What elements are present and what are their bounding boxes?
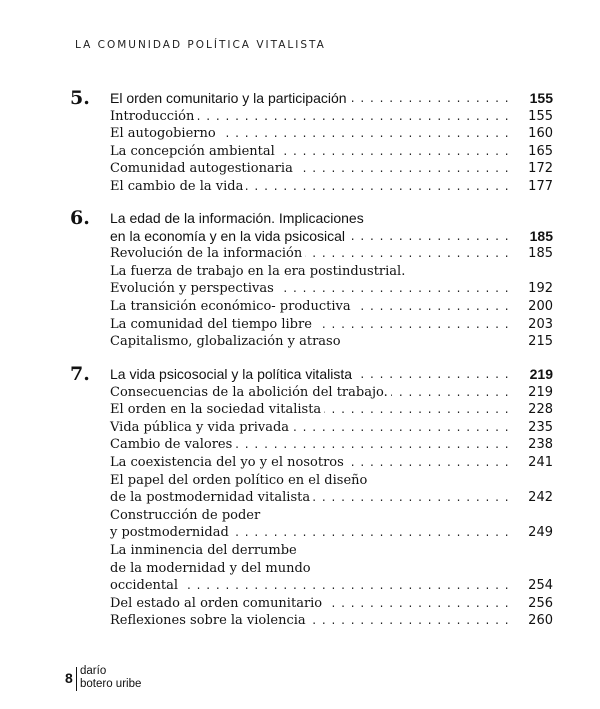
entry-title: Vida pública y vida privada [110, 420, 292, 435]
entry-title: occidental [110, 578, 181, 593]
entry-title: Evolución y perspectivas [110, 281, 277, 296]
running-head: LA COMUNIDAD POLÍTICA VITALISTA [75, 39, 326, 51]
toc-entry [110, 245, 555, 263]
chapter-title-line [110, 366, 555, 384]
toc-entry [110, 143, 555, 161]
toc-entry [110, 401, 555, 419]
toc-entry [110, 333, 555, 351]
toc-entry [110, 542, 555, 560]
entry-page-number: 155 [526, 90, 553, 108]
toc-entry [110, 108, 555, 126]
chapter-title-line [110, 210, 555, 228]
entry-title: La edad de la información. Implicaciones [110, 210, 367, 226]
entry-page-number: 200 [524, 298, 553, 316]
entry-title: de la postmodernidad vitalista [110, 490, 313, 505]
toc-entry [110, 160, 555, 178]
toc-entry [110, 454, 555, 472]
entry-title: La comunidad del tiempo libre [110, 317, 315, 332]
toc-entry [110, 524, 555, 542]
entry-title: Consecuencias de la abolición del trabajo. [110, 385, 391, 400]
toc-entry [110, 577, 555, 595]
entry-page-number: 228 [524, 401, 553, 419]
entry-page-number: 235 [524, 419, 553, 437]
entry-page-number: 185 [526, 228, 553, 246]
entry-page-number: 242 [524, 489, 553, 507]
entry-page-number: 256 [524, 595, 553, 613]
entry-title: de la modernidad y del mundo [110, 561, 314, 576]
entry-page-number: 192 [524, 280, 553, 298]
entry-page-number: 219 [524, 384, 553, 402]
entry-title: El cambio de la vida [110, 179, 246, 194]
entry-page-number: 249 [524, 524, 553, 542]
entry-title: La fuerza de trabajo en la era postindustrial. [110, 264, 408, 279]
toc-entry [110, 489, 555, 507]
entry-page-number: 241 [524, 454, 553, 472]
toc-entry [110, 595, 555, 613]
toc-entry [110, 280, 555, 298]
entry-title: Revolución de la información [110, 246, 305, 261]
toc-entry [110, 436, 555, 454]
entry-page-number: 165 [524, 143, 553, 161]
entry-title: Reflexiones sobre la violencia [110, 613, 309, 628]
toc-chapter [70, 87, 555, 196]
toc-entry [110, 316, 555, 334]
toc-chapter [70, 207, 555, 351]
entry-title: El orden en la sociedad vitalista [110, 402, 324, 417]
toc-entry [110, 507, 555, 525]
entry-page-number: 172 [524, 160, 553, 178]
entry-page-number: 160 [524, 125, 553, 143]
entry-page-number: 203 [524, 316, 553, 334]
author-first-name: darío [80, 665, 107, 677]
entry-title: Comunidad autogestionaria [110, 161, 296, 176]
toc-entry [110, 612, 555, 630]
toc-entry [110, 298, 555, 316]
toc-chapter [70, 363, 555, 630]
toc-entry [110, 125, 555, 143]
entry-page-number: 185 [524, 245, 553, 263]
entry-page-number: 155 [524, 108, 553, 126]
chapter-title-line [110, 228, 555, 246]
page-number: 8 [65, 670, 73, 686]
toc-entry [110, 384, 555, 402]
toc-entry [110, 419, 555, 437]
toc-entry [110, 263, 555, 281]
entry-page-number: 215 [524, 333, 553, 351]
entry-title: La vida psicosocial y la política vitalista [110, 366, 355, 382]
chapter-title-line [110, 90, 555, 108]
entry-title: El autogobierno [110, 126, 219, 141]
author-last-name: botero uribe [80, 678, 142, 690]
entry-title: Construcción de poder [110, 508, 263, 523]
toc-entry [110, 560, 555, 578]
entry-title: Del estado al orden comunitario [110, 596, 325, 611]
entry-title: La coexistencia del yo y el nosotros [110, 455, 347, 470]
entry-title: La transición económico- productiva [110, 299, 354, 314]
entry-page-number: 219 [526, 366, 553, 384]
entry-title: Introducción [110, 109, 197, 124]
toc-entry [110, 178, 555, 196]
entry-page-number: 260 [524, 612, 553, 630]
author-name [80, 665, 141, 691]
entry-title: El orden comunitario y la participación [110, 90, 350, 106]
chapter-number: 7. [70, 363, 90, 385]
toc-entry [110, 472, 555, 490]
entry-title: Capitalismo, globalización y atraso [110, 334, 344, 349]
entry-page-number: 254 [524, 577, 553, 595]
entry-title: La concepción ambiental [110, 144, 278, 159]
entry-page-number: 177 [524, 178, 553, 196]
entry-title: Cambio de valores [110, 437, 235, 452]
entry-title: en la economía y en la vida psicosical [110, 228, 348, 244]
entry-page-number: 238 [524, 436, 553, 454]
entry-title: El papel del orden político en el diseño [110, 473, 370, 488]
entry-title: La inminencia del derrumbe [110, 543, 300, 558]
entry-title: y postmodernidad [110, 525, 232, 540]
footer-divider [76, 667, 77, 691]
chapter-number: 5. [70, 87, 90, 109]
chapter-number: 6. [70, 207, 90, 229]
